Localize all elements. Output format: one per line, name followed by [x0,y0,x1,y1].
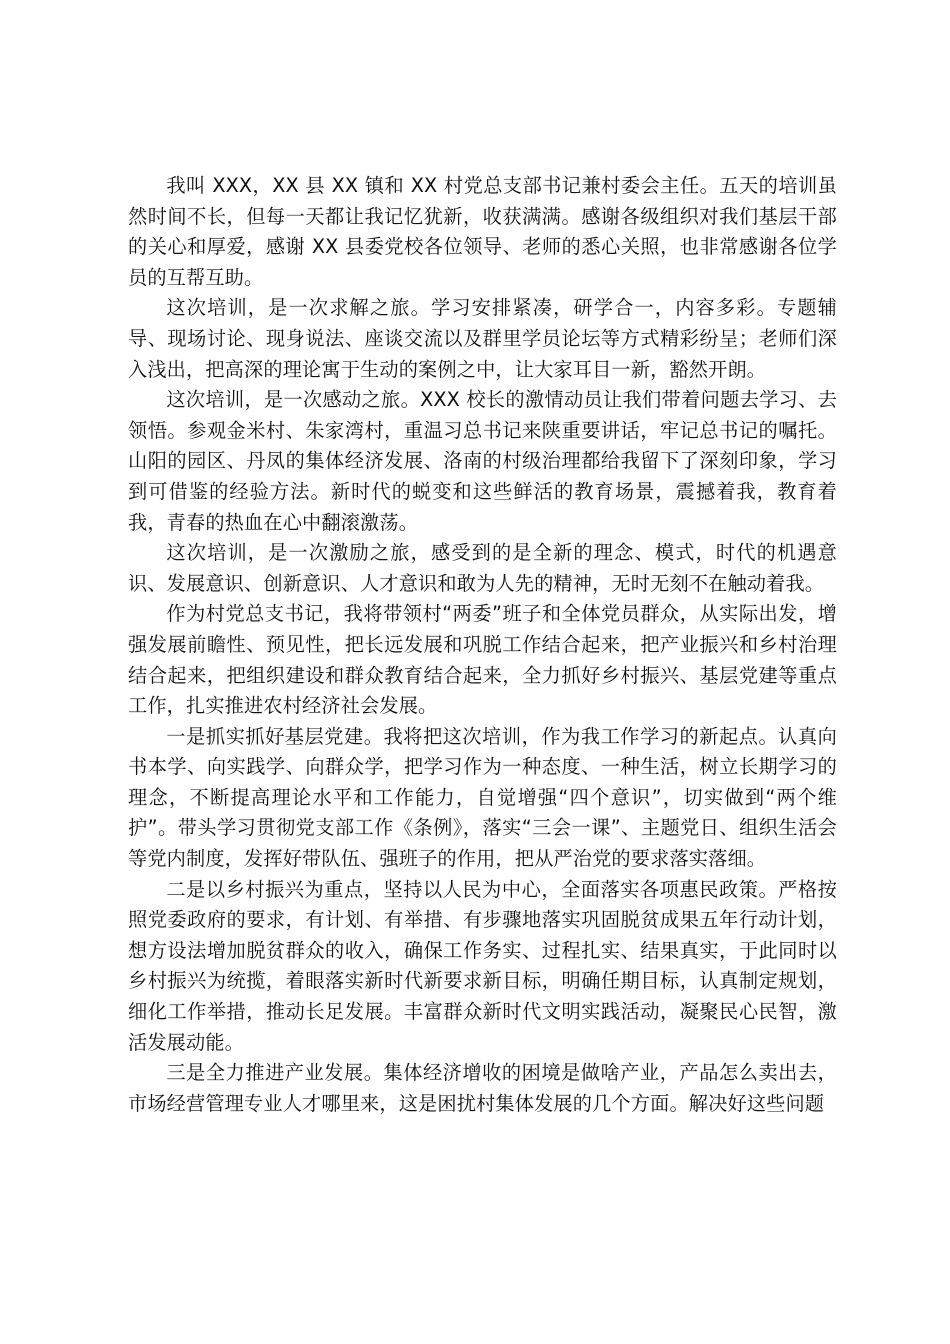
paragraph-point-three: 三是全力推进产业发展。集体经济增收的困境是做啥产业，产品怎么卖出去，市场经营管理专业人才哪里来，这是困扰村集体发展的几个方面。解决好这些问题 [128,1061,837,1115]
paragraph-point-one: 一是抓实抓好基层党建。我将把这次培训，作为我工作学习的新起点。认真向书本学、向实践学、向群众学，把学习作为一种态度、一种生活，树立长期学习的理念，不断提高理论水平和工作能力，自觉增强“四个意识”，切实做到“两个维护”。带头学习贯彻党支部工作《条例》，落实“三会一课”、主题党日、组织生活会等党内制度，发挥好带队伍、强班子的作用，把从严治党的要求落实落细。 [128,724,837,871]
document-body [128,171,837,1119]
paragraph-journey-solution: 这次培训，是一次求解之旅。学习安排紧凑，研学合一，内容多彩。专题辅导、现场讨论、现身说法、座谈交流以及群里学员论坛等方式精彩纷呈；老师们深入浅出，把高深的理论寓于生动的案例之中，让大家耳目一新，豁然开朗。 [128,296,837,381]
paragraph-journey-touching: 这次培训，是一次感动之旅。XXX 校长的激情动员让我们带着问题去学习、去领悟。参观金米村、朱家湾村，重温习总书记来陕重要讲话，牢记总书记的嘱托。山阳的园区、丹凤的集体经济发展、洛南的村级治理都给我留下了深刻印象，学习到可借鉴的经验方法。新时代的蜕变和这些鲜活的教育场景，震撼着我，教育着我，青春的热血在心中翻滚激荡。 [128,388,837,534]
paragraph-point-two: 二是以乡村振兴为重点，坚持以人民为中心，全面落实各项惠民政策。严格按照党委政府的要求，有计划、有举措、有步骤地落实巩固脱贫成果五年行动计划，想方设法增加脱贫群众的收入，确保工作务实、过程扎实、结果真实，于此同时以乡村振兴为统揽，着眼落实新时代新要求新目标，明确任期目标，认真制定规划，细化工作举措，推动长足发展。丰富群众新时代文明实践活动，凝聚民心民智，激活发展动能。 [128,877,837,1054]
paragraph-commitment: 作为村党总支书记，我将带领村“两委”班子和全体党员群众，从实际出发，增强发展前瞻性、预见性，把长远发展和巩脱工作结合起来，把产业振兴和乡村治理结合起来，把组织建设和群众教育结合起来，全力抓好乡村振兴、基层党建等重点工作，扎实推进农村经济社会发展。 [128,602,837,718]
paragraph-journey-motivation: 这次培训，是一次激励之旅，感受到的是全新的理念、模式，时代的机遇意识、发展意识、创新意识、人才意识和敢为人先的精神，无时无刻不在触动着我。 [128,541,837,595]
paragraph-intro: 我叫 XXX，XX 县 XX 镇和 XX 村党总支部书记兼村委会主任。五天的培训虽然时间不长，但每一天都让我记忆犹新，收获满满。感谢各级组织对我们基层干部的关心和厚爱，感谢 XX 县委党校各位领导、老师的悉心关照，也非常感谢各位学员的互帮互助。 [128,174,837,289]
